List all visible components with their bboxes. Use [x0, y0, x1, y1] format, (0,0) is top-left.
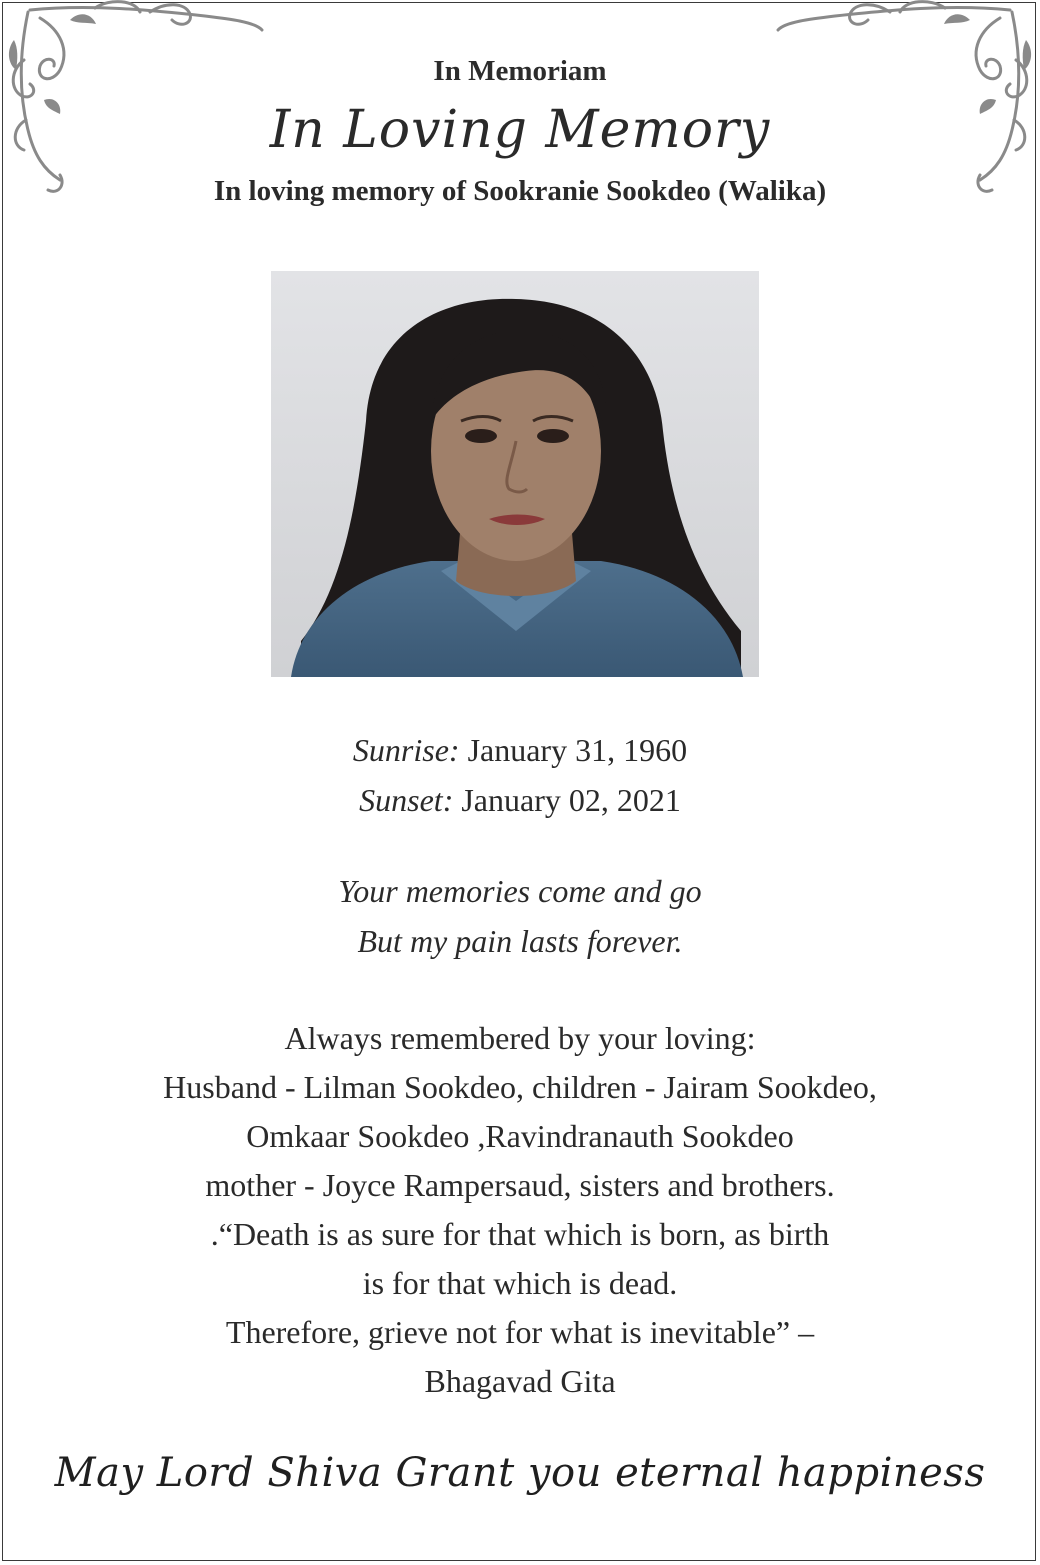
- sunset-line: [0, 775, 1040, 825]
- family-tribute: [0, 1014, 1040, 1406]
- sunrise-line: [0, 725, 1040, 775]
- sunrise-label: Sunrise:: [352, 732, 460, 768]
- sunset-date: January 02, 2021: [453, 782, 681, 818]
- portrait-photo: [271, 271, 759, 677]
- tribute-line: Husband - Lilman Sookdeo, children - Jairam Sookdeo,: [163, 1069, 877, 1105]
- sunrise-date: January 31, 1960: [459, 732, 688, 768]
- tribute-line: Bhagavad Gita: [424, 1363, 616, 1399]
- memorial-poem: [0, 866, 1040, 966]
- in-memoriam-heading: In Memoriam: [433, 55, 607, 87]
- closing-blessing: May Lord Shiva Grant you eternal happiness: [54, 1450, 986, 1496]
- life-dates: [0, 725, 1040, 825]
- tribute-line: Therefore, grieve not for what is inevitable” –: [225, 1314, 815, 1350]
- tribute-line: mother - Joyce Rampersaud, sisters and brothers.: [205, 1167, 835, 1203]
- dedication-line: In loving memory of Sookranie Sookdeo (Walika): [213, 175, 827, 207]
- tribute-line: .“Death is as sure for that which is born, as birth: [210, 1216, 830, 1252]
- tribute-line: is for that which is dead.: [362, 1265, 678, 1301]
- tribute-line: Always remembered by your loving:: [284, 1020, 756, 1056]
- tribute-line: Omkaar Sookdeo ,Ravindranauth Sookdeo: [246, 1118, 794, 1154]
- sunset-label: Sunset:: [359, 782, 454, 818]
- in-loving-memory-title: In Loving Memory: [269, 100, 771, 160]
- poem-line: Your memories come and go: [338, 873, 702, 909]
- poem-line: But my pain lasts forever.: [357, 923, 683, 959]
